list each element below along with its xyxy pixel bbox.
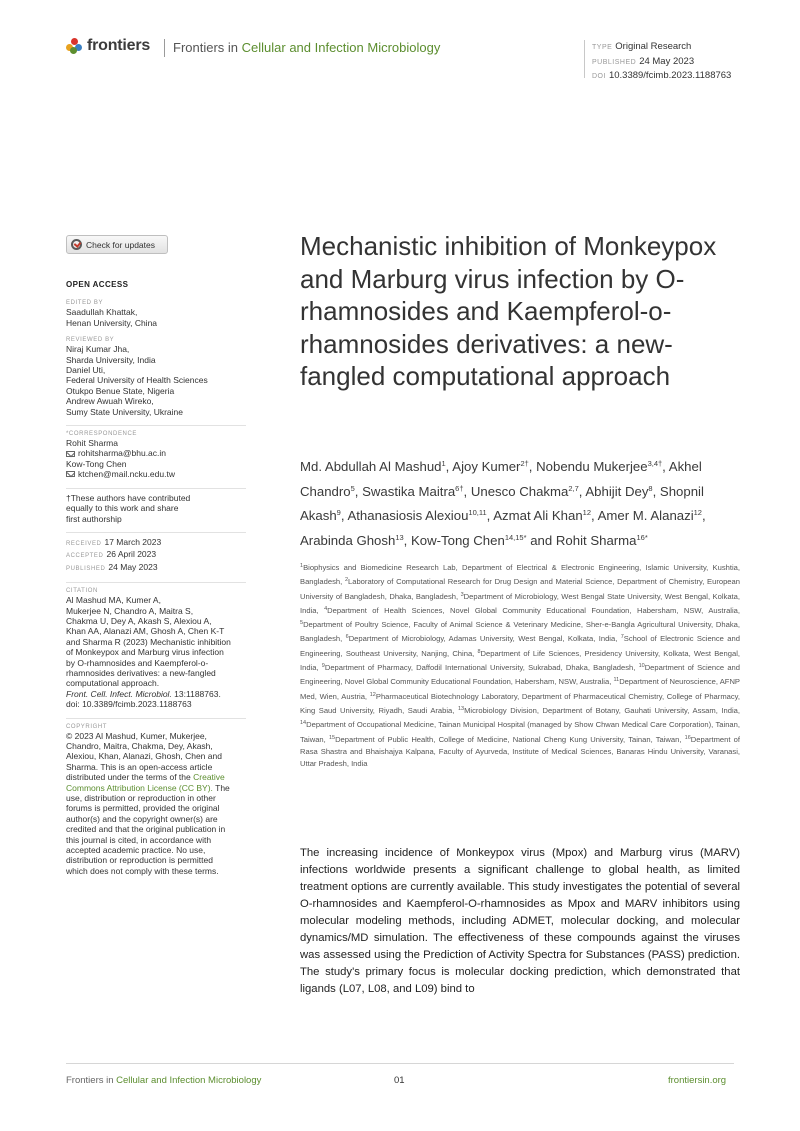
sidebar-divider [66,425,246,426]
author-name: Unesco Chakma [470,483,569,499]
correspondence-label: *CORRESPONDENCE [66,431,138,438]
type-value: Original Research [615,41,692,52]
affiliation-text: Department of Poultry Science, Faculty of Animal Science & Veterinary Medicine, Sher-e-Bangla Agricultural University, Dhaka, Bangladesh, [300,620,740,644]
author-affiliation-marker: 2,7 [568,483,579,493]
affiliation-number: 16 [684,734,691,741]
reviewer-line: Otukpo Benue State, Nigeria [66,385,175,396]
citation-volume: 13:1188763. [171,688,221,699]
equal-contribution-note [66,493,246,524]
received-label: RECEIVED [66,540,102,547]
journal-title: Cellular and Infection Microbiology [241,40,441,55]
copyright-section [66,723,246,877]
edited-by-label: EDITED BY [66,300,104,307]
page-number: 01 [394,1075,405,1086]
footer-divider [66,1063,734,1064]
copyright-line: use, distribution or reproduction in other [66,793,216,804]
received-date: 17 March 2023 [104,536,162,547]
copyright-line: © 2023 Al Mashud, Kumer, Mukerjee, [66,730,207,741]
dates-section [66,537,246,574]
affiliation-text: Biophysics and Biomedicine Research Lab, Department of Electrical & Electronic Engineering, Islamic University, Kushtia, Bangladesh, [300,563,740,587]
license-link[interactable]: Commons Attribution License (CC BY). [66,782,213,793]
footer-journal-name: Cellular and Infection Microbiology [116,1075,262,1086]
copyright-line: distribution or reproduction is permitted [66,855,213,866]
affiliation-text: Department of Pharmacy, Daffodil International University, Sukrabad, Dhaka, Bangladesh, [324,663,639,673]
citation-line: by O-rhamnosides and Kaempferol-o- [66,657,209,668]
affiliation-number: 10 [638,663,645,670]
author[interactable] [556,533,648,548]
email-link[interactable]: ktchen@mail.ncku.edu.tw [78,469,175,480]
author-affiliation-marker: 6† [455,483,464,493]
author[interactable] [585,484,652,499]
author-name: Azmat Ali Khan [493,508,583,523]
affiliation-text: Department of Science and Engineering, Novel Global Community Educational Foundation, Habersham, NSW, Australia, [300,663,740,687]
doi-value[interactable]: 10.3389/fcimb.2023.1188763 [608,70,732,81]
sidebar-divider [66,582,246,583]
type-label: TYPE [592,44,613,51]
affiliation-number: 3 [460,591,464,598]
affiliation-number: 11 [613,677,620,684]
footer-journal-prefix: Frontiers in [66,1075,117,1086]
note-line: †These authors have contributed [66,492,191,503]
envelope-icon [66,451,75,457]
author-affiliation-marker: 14,15* [504,532,527,542]
author[interactable] [471,484,579,499]
reviewer-line: Federal University of Health Sciences [66,375,208,386]
author-name: Rohit Sharma [555,532,637,548]
affiliation-text: Department of Public Health, College of Medicine, National Cheng Kung University, Tainan, Taiwan, [335,734,685,744]
reviewer-line: Niraj Kumar Jha, [66,344,130,355]
published-label: PUBLISHED [592,58,637,66]
affiliations [300,560,740,770]
author[interactable] [362,484,463,499]
author-name: Athanasiosis Alexiou [347,508,469,523]
affiliation-number: 15 [328,734,336,741]
email-row[interactable] [66,448,246,458]
reviewed-by-label: REVIEWED BY [66,337,115,344]
citation-line: and Sharma R (2023) Mechanistic inhibition [66,636,231,647]
check-updates-icon [71,239,82,250]
author-affiliation-marker: 5 [350,483,355,493]
copyright-line: Chandro, Maitra, Chakma, Dey, Akash, [66,741,213,751]
author-conjunction: and [530,532,553,548]
copyright-label: COPYRIGHT [66,723,108,730]
affiliation-number: 6 [345,634,349,641]
affiliation-number: 12 [369,691,376,698]
meta-divider [584,40,585,78]
footer-journal[interactable] [66,1075,261,1086]
author[interactable] [300,459,446,474]
doi-label: DOI [592,73,606,80]
author-name: Shopnil Akash [300,483,704,523]
reviewer-line: Sumy State University, Ukraine [66,406,183,417]
sidebar-divider [66,488,246,489]
affiliation-number: 7 [620,634,624,641]
affiliation-number: 13 [457,705,465,712]
accepted-date: 26 April 2023 [106,549,157,560]
affiliation-text: Department of Health Sciences, Novel Global Community Educational Foundation, Habersham, NSW, Australia, [327,605,741,615]
header-divider [164,39,165,57]
copyright-line: distributed under the terms of the [66,772,191,783]
check-for-updates-button[interactable] [66,235,168,254]
citation-line: Chakma U, Dey A, Akash S, Alexiou A, [66,615,212,626]
copyright-line: Alexiou, Khan, Alanazi, Ghosh, Chen and [66,751,222,762]
citation-line: rhamnosides derivatives: a new-fangled [66,667,216,678]
note-line: equally to this work and share [66,503,179,514]
affiliation-number: 9 [321,663,325,670]
reviewer-line: Sharda University, India [66,354,156,365]
author-affiliation-marker: 2† [520,459,529,468]
accepted-label: ACCEPTED [66,553,104,560]
author-affiliation-marker: 13 [395,532,404,542]
editor-line: Saadullah Khattak, [66,307,138,318]
affiliation-text: Department of Microbiology, Adamas University, West Bengal, Kolkata, India, [348,634,621,644]
author[interactable] [536,459,662,474]
logo-wordmark: frontiers [87,37,151,54]
citation-line: Khan AA, Alanazi AM, Ghosh A, Chen K-T [66,626,225,637]
citation-line: of Monkeypox and Marburg virus infection [66,647,224,658]
copyright-line: The [212,782,230,793]
affiliation-number: 8 [477,648,481,655]
copyright-line: this journal is cited, in accordance with [66,834,212,845]
abstract-text: The increasing incidence of Monkeypox virus (Mpox) and Marburg virus (MARV) infections worldwide presents a significant challenge to global health, as limited treatment options are currently available. This study investigates the potential of several O-rhamnosides and Kaempferol-O-rhamnosides as Mpox and MARV inhibitors using molecular modeling methods, including ADMET, molecular docking, and molecular dynamics/MD simulation. The effectiveness of these compounds against the viruses was assessed using the Prediction of Activity Spectra for Substances (PASS) prediction. The study's primary focus is molecular docking prediction, which demonstrated that ligands (L07, L08, and L09) bind to [300,847,740,995]
reviewed-by-section [66,336,246,417]
edited-by-section [66,299,246,328]
author-name: Swastika Maitra [362,483,456,499]
author-name: Md. Abdullah Al Mashud [300,459,442,474]
copyright-line: credited and that the original publication in [66,824,226,835]
author-affiliation-marker: 3,4† [647,459,663,468]
correspondent-name: Rohit Sharma [66,438,118,449]
author-list: Md. Abdullah Al Mashud$^1$, Ajoy Kumer$^{2\dagger}$, Nobendu Mukerjee$^{3,4\dagger}$, Akhel Chandro$^5$, Swastika Maitra$^{6\dagger}$, Unesco Chakma$^{2,7}$, Abhijit Dey$^8$, Shopnil Akash$^9$, Athanasiosis Alexiou$^{10,11}$, Azmat Ali Khan$^{12}$, Amer M. Alanazi$^{12}$, Arabinda Ghosh$^{13}$, Kow-Tong Chen$^{14,15*}$ and Rohit Sharma$^{16*}$ [300,459,706,548]
copyright-line: which does not comply with these terms. [66,865,219,876]
affiliation-number: 2 [344,577,349,584]
affiliation-text: Microbiology Division, Department of Botany, Gauhati University, Assam, India, [464,705,740,715]
author-affiliation-marker: 1 [441,459,446,468]
author[interactable] [300,533,404,548]
affiliation-number: 1 [300,563,304,569]
published-date: 24 May 2023 [108,561,158,572]
author-affiliation-marker: 8 [648,483,653,493]
author[interactable] [598,508,702,523]
author-name: Arabinda Ghosh [300,532,396,548]
citation-line: computational approach. [66,678,160,689]
sidebar-divider [66,532,246,533]
note-line: first authorship [66,513,122,524]
author[interactable] [411,533,527,548]
article-meta [592,40,731,84]
affiliation-text: Department of Occupational Medicine, Tainan Municipal Hospital (managed by Show Chwan Medical Care Corporation), Tainan, Taiwan, [300,720,740,744]
editor-line: Henan University, China [66,317,158,328]
article-title: Mechanistic inhibition of Monkeypox and Marburg virus infection by O-rhamnosides and Kaempferol-o-rhamnosides derivatives: a new-fangled computational approach [300,231,717,391]
journal-prefix: Frontiers in [173,40,242,55]
copyright-line: accepted academic practice. No use, [66,845,206,856]
check-updates-label: Check for updates [86,239,155,250]
published-value: 24 May 2023 [639,55,695,67]
affiliation-text: Department of Microbiology, West Bengal State University, West Bengal, Kolkata, India, [300,591,740,615]
citation-line: Al Mashud MA, Kumer A, [66,595,161,606]
author-affiliation-marker: 12 [582,508,592,517]
affiliation-number: 5 [300,620,304,627]
reviewer-line: Andrew Awuah Wireko, [66,396,154,407]
affiliation-number: 4 [324,605,328,612]
author-affiliation-marker: 12 [693,508,702,517]
author-affiliation-marker: 10,11 [468,508,487,517]
sidebar-divider [66,718,246,719]
affiliation-text: Department of Life Sciences, Presidency University, Kolkata, West Bengal, India, [300,648,740,673]
citation-doi[interactable]: doi: 10.3389/fcimb.2023.1188763 [66,699,192,710]
author-name: Ajoy Kumer [452,459,521,474]
reviewer-line: Daniel Uti, [66,365,106,376]
author-name: Abhijit Dey [585,483,649,499]
affiliation-text: Pharmaceutical Biotechnology Laboratory, Department of Pharmaceutical Chemistry, College of Pharmacy, King Saud University, Riyadh, Saudi Arabia, [300,691,741,715]
correspondent-name: Kow-Tong Chen [66,458,127,469]
email-row[interactable] [66,469,246,479]
sidebar [66,280,246,884]
copyright-line: author(s) and the copyright owner(s) are [66,813,218,824]
footer-site-link[interactable]: frontiersin.org [668,1075,727,1086]
copyright-line: forums is permitted, provided the original [66,803,220,814]
envelope-icon [66,471,75,477]
author-affiliation-marker: 9 [336,508,341,517]
citation-label: CITATION [66,588,98,595]
open-access-label: OPEN ACCESS [66,280,129,289]
author[interactable] [347,508,486,523]
affiliation-number: 14 [300,720,307,727]
frontiers-logo-icon [66,38,82,54]
author-name: Akhel Chandro [300,459,702,499]
correspondence-section [66,430,246,480]
author-name: Kow-Tong Chen [410,532,505,548]
email-link[interactable]: rohitsharma@bhu.ac.in [78,448,167,459]
author[interactable] [493,508,591,523]
published-label: PUBLISHED [66,565,106,572]
copyright-line: Sharma. This is an open-access article [66,761,213,772]
citation-line: Mukerjee N, Chandro A, Maitra S, [66,605,194,616]
citation-section [66,587,246,709]
author-affiliation-marker: 16* [636,532,648,542]
author-name: Nobendu Mukerjee [536,459,648,474]
affiliation-text: Department of Neuroscience, AFNP Med, Wien, Austria, [300,677,740,701]
citation-journal: Front. Cell. Infect. Microbiol. [66,688,172,699]
journal-name[interactable] [173,40,440,55]
license-link[interactable]: Creative [193,772,225,783]
affiliation-text: Laboratory of Computational Research for Drug Design and Material Science, Department of Chemistry, European University of Bangladesh, Dhaka, Bangladesh, [300,577,740,601]
author[interactable] [452,459,529,474]
frontiers-logo[interactable] [66,37,150,55]
affiliation-text: School of Electronic Science and Engineering, Southeast University, Nanjing, China, [300,634,740,658]
affiliation-text: Department of Rasa Shastra and Bhaishajya Kalpana, Faculty of Ayurveda, Institute of Medical Sciences, Banaras Hindu University, Varanasi, Uttar Pradesh, India [300,734,740,769]
author-name: Amer M. Alanazi [597,508,694,523]
